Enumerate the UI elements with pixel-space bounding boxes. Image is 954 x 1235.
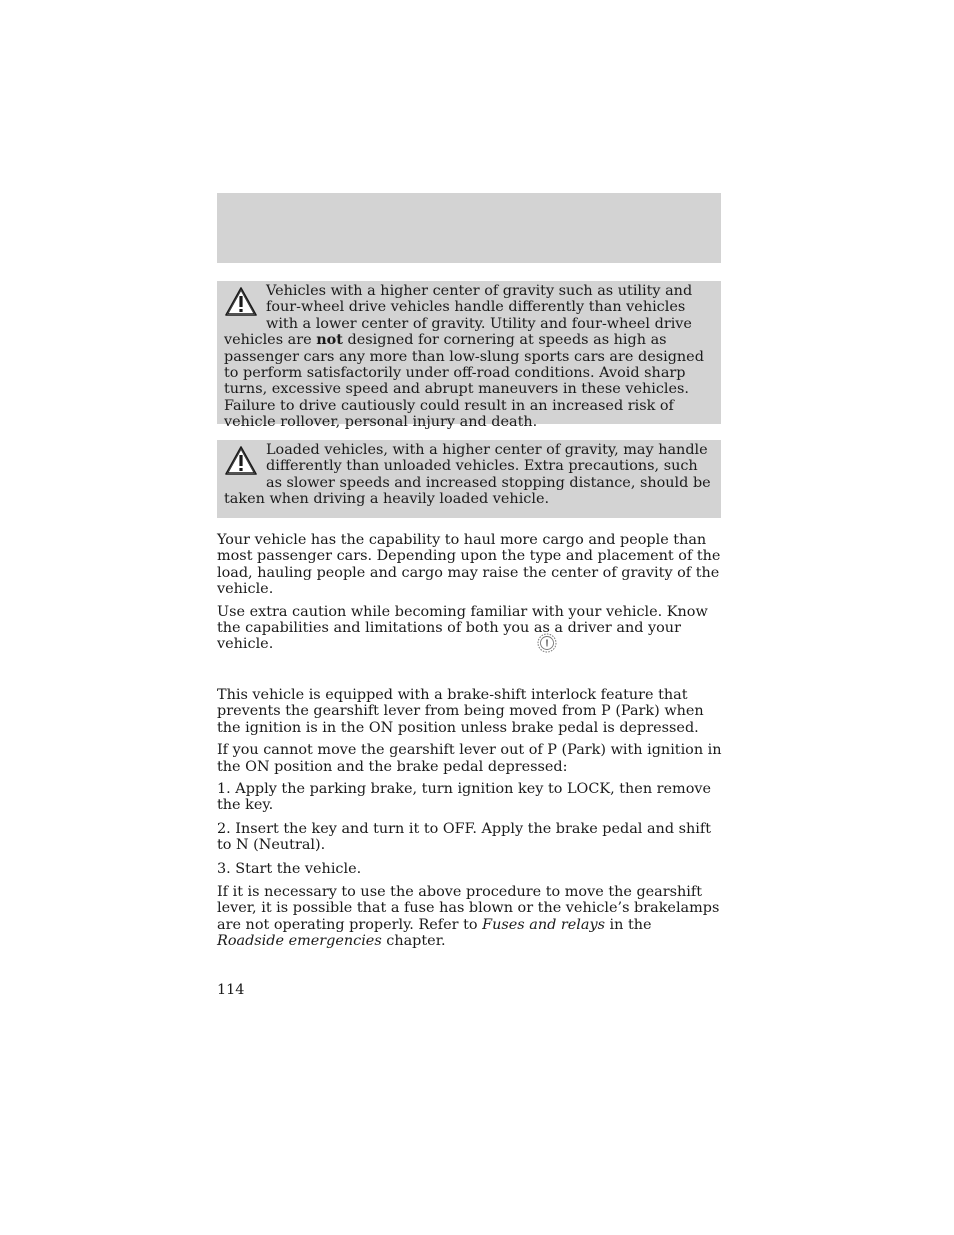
chapter-header-band <box>217 193 721 263</box>
paragraph: This vehicle is equipped with a brake-shift interlock feature that prevents the gearshift lever from being moved from P (Park) when the ignition is in the ON position unless brake pedal is depressed. <box>217 687 704 736</box>
page-number: 114 <box>217 982 245 998</box>
cargo-section <box>217 532 723 659</box>
paragraph: Your vehicle has the capability to haul more cargo and people than most passenger cars. Depending upon the type and placement of the load, hauling people and cargo may raise the center of gravity of the vehicle. <box>217 532 721 598</box>
warning-text: Loaded vehicles, with a higher center of gravity, may handle differently than unloaded vehicles. Extra precautions, such as slower speeds and increased stopping distance, should be taken when driving a heavily loaded vehicle. <box>224 442 711 508</box>
warning-emphasis: not <box>316 331 343 349</box>
paragraph: If you cannot move the gearshift lever out of P (Park) with ignition in the ON position and the brake pedal depressed: <box>217 742 722 775</box>
warning-triangle-icon <box>224 286 258 318</box>
procedure-step: 2. Insert the key and turn it to OFF. Apply the brake pedal and shift to N (Neutral). <box>217 820 711 854</box>
gear-icon <box>536 632 558 654</box>
brake-shift-interlock-section <box>217 687 723 956</box>
procedure-step: 3. Start the vehicle. <box>217 860 362 877</box>
warning-text: Vehicles with a higher center of gravity such as utility and four-wheel drive vehicles handle differently than vehicles with a lower center of gravity. Utility and four-wheel drive vehicles are not designed for cornering at speeds as high as passenger cars any more than low-slung sports cars are designed to perform satisfactorily under off-road conditions. Avoid sharp turns, excessive speed and abrupt maneuvers in these vehicles. Failure to drive cautiously could result in an increased risk of vehicle rollover, personal injury and death. <box>224 283 704 431</box>
warning-triangle-icon <box>224 445 258 477</box>
cross-reference: Roadside emergencies <box>217 933 382 950</box>
procedure-step: 1. Apply the parking brake, turn ignition key to LOCK, then remove the key. <box>217 781 712 814</box>
warning-box-rollover <box>217 281 721 431</box>
paragraph: If it is necessary to use the above procedure to move the gearshift lever, it is possible that a fuse has blown or the vehicle’s brakelamps are not operating properly. Refer to Fuses and relays in the Roadside emergencies chapter. <box>217 884 720 950</box>
cross-reference: Fuses and relays <box>482 916 605 933</box>
warning-box-loaded-vehicles <box>217 440 721 518</box>
paragraph: Use extra caution while becoming familiar with your vehicle. Know the capabilities and limitations of both you as a driver and your vehicle. <box>217 603 708 653</box>
